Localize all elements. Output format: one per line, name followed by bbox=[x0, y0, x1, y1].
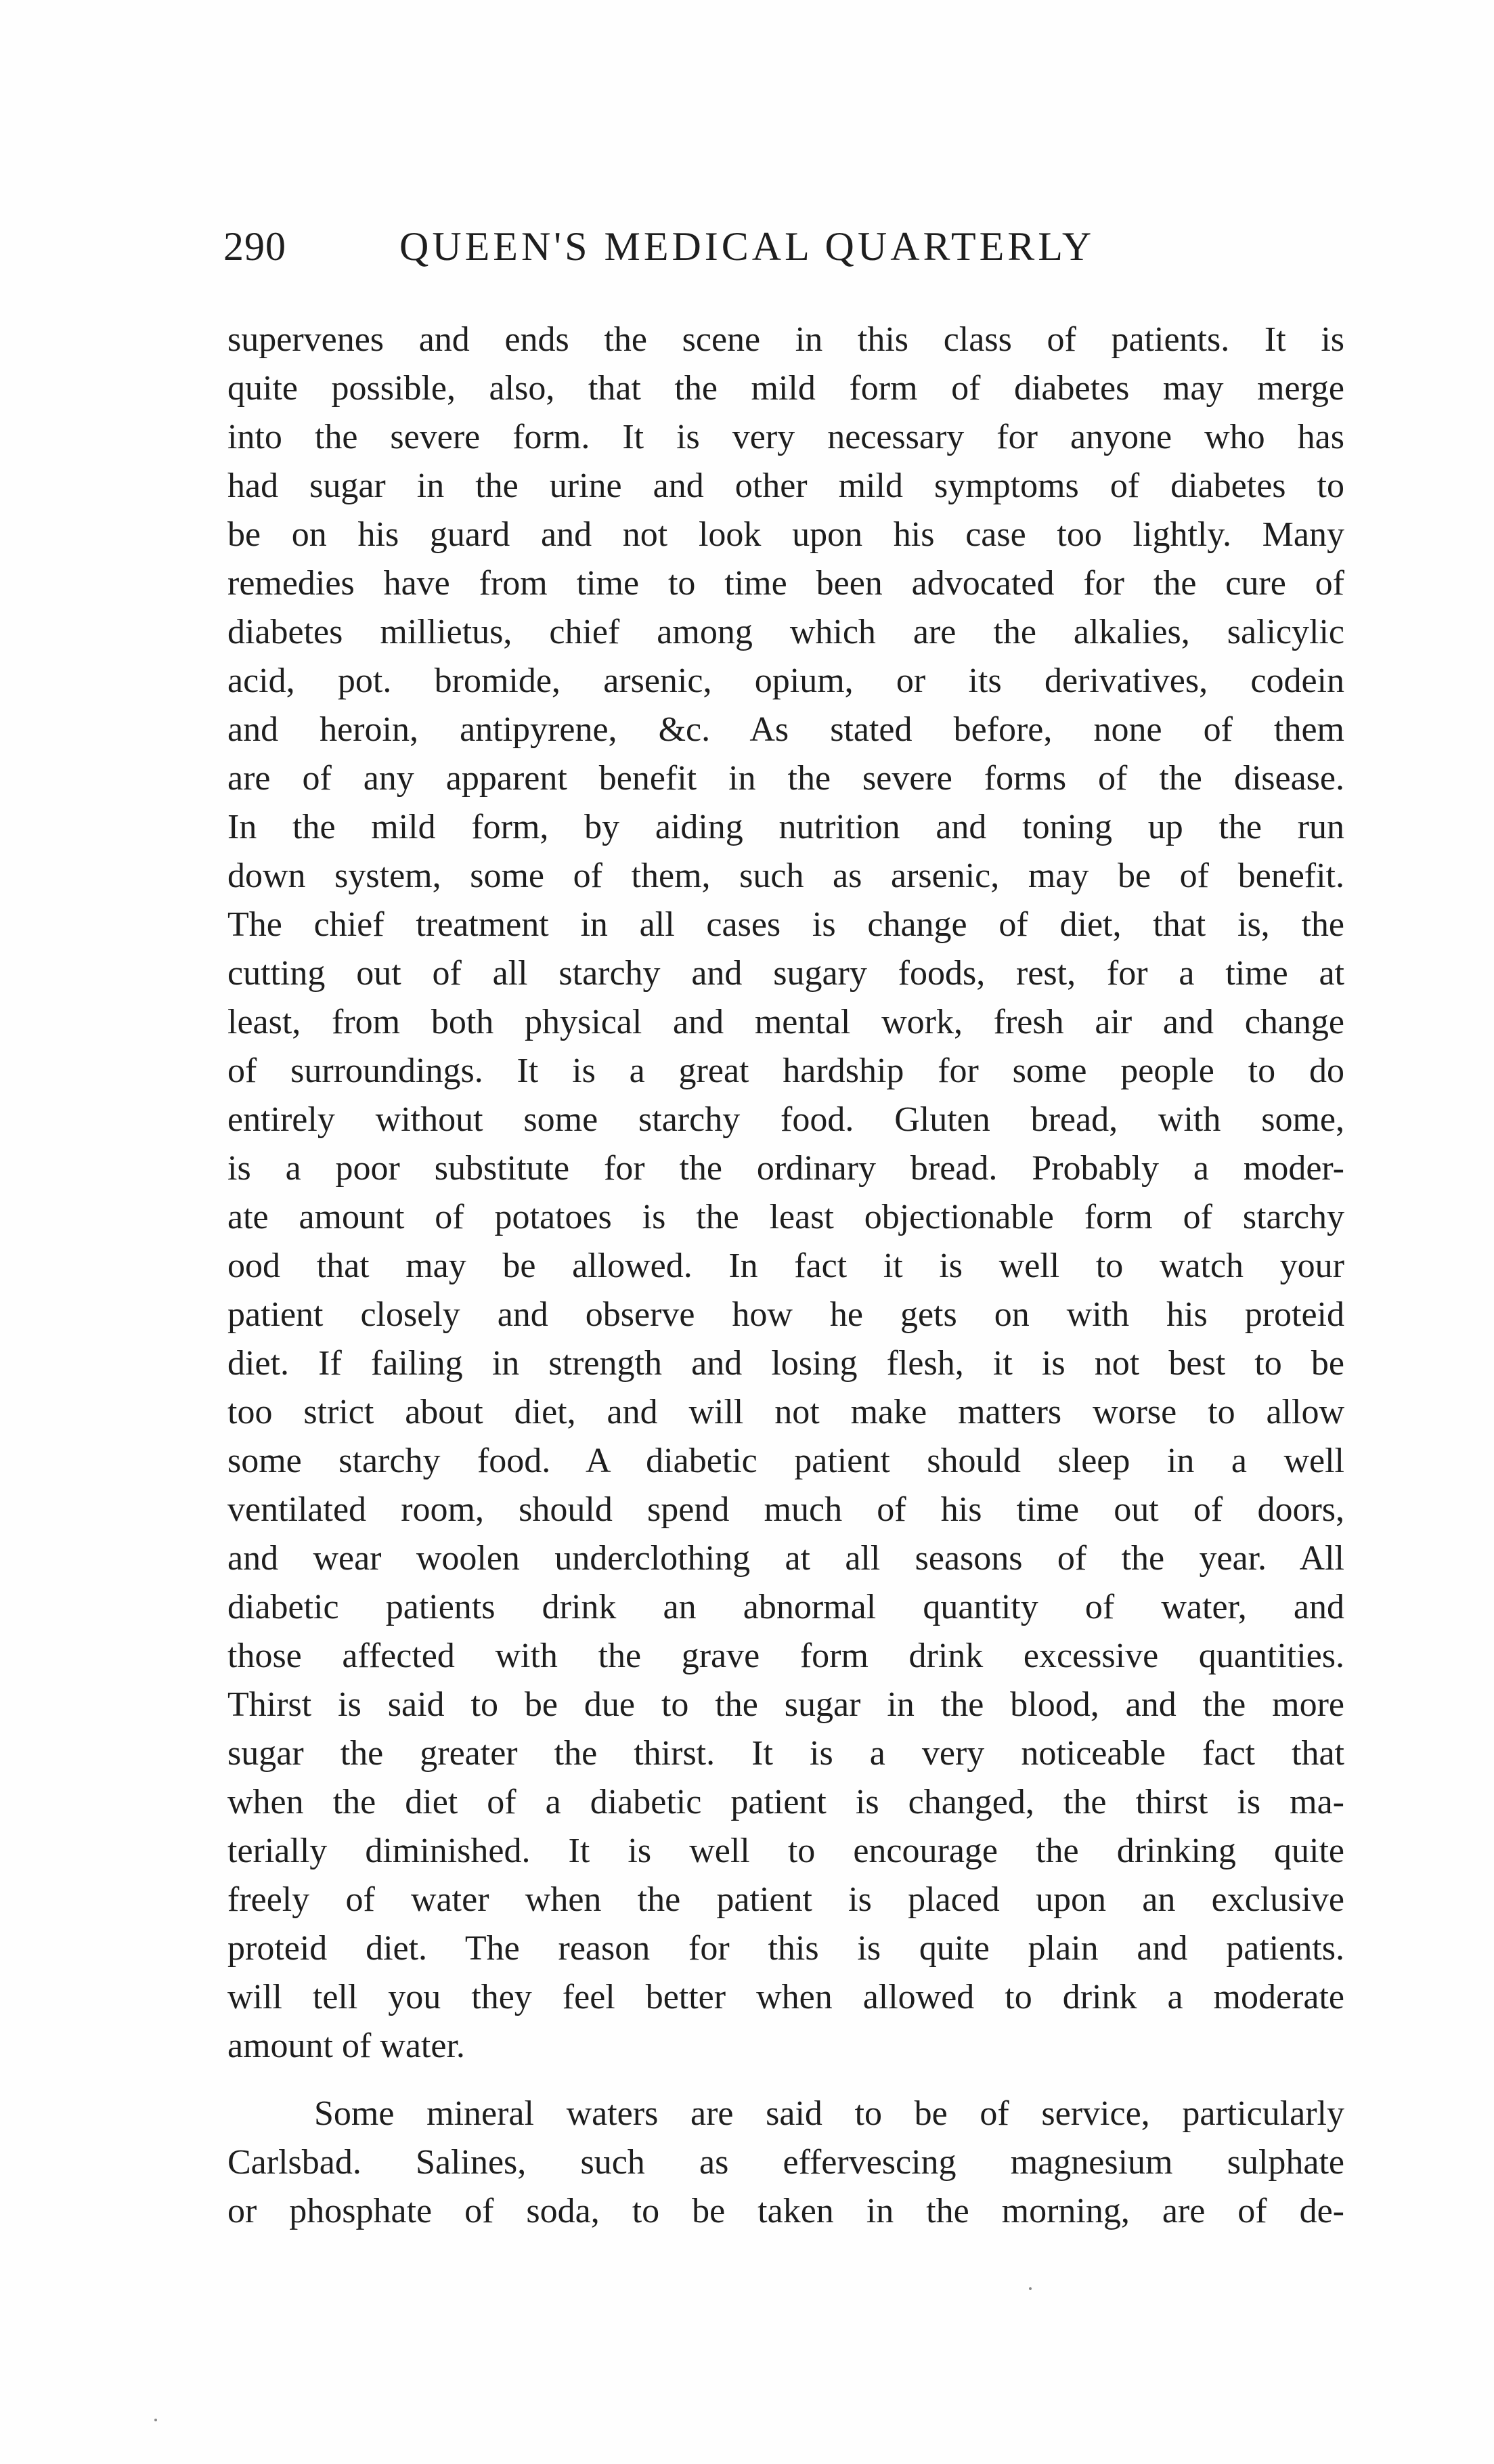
text-line: down system, some of them, such as arsenic, may be of benefit. bbox=[227, 857, 1344, 895]
text-line: diabetic patients drink an abnormal quantity of water, and bbox=[227, 1588, 1344, 1626]
page-number: 290 bbox=[223, 224, 286, 269]
text-line: those affected with the grave form drink excessive quantities. bbox=[227, 1637, 1344, 1675]
text-line: of surroundings. It is a great hardship for some people to do bbox=[227, 1052, 1344, 1090]
text-line: ventilated room, should spend much of his time out of doors, bbox=[227, 1490, 1344, 1529]
text-line: diabetes millietus, chief among which are the alkalies, salicylic bbox=[227, 613, 1344, 651]
text-line: cutting out of all starchy and sugary foods, rest, for a time at bbox=[227, 954, 1344, 993]
text-line: are of any apparent benefit in the severe forms of the disease. bbox=[227, 759, 1344, 798]
text-line: The chief treatment in all cases is change of diet, that is, the bbox=[227, 905, 1344, 944]
text-line: entirely without some starchy food. Gluten bread, with some, bbox=[227, 1100, 1344, 1139]
running-head bbox=[223, 223, 1205, 278]
paragraph bbox=[227, 316, 1344, 2071]
text-line: In the mild form, by aiding nutrition and toning up the run bbox=[227, 808, 1344, 846]
print-speck bbox=[1029, 2287, 1032, 2290]
text-line: had sugar in the urine and other mild symptoms of diabetes to bbox=[227, 467, 1344, 505]
text-line: sugar the greater the thirst. It is a very noticeable fact that bbox=[227, 1734, 1344, 1773]
text-line: ate amount of potatoes is the least objectionable form of starchy bbox=[227, 1198, 1344, 1236]
text-line: quite possible, also, that the mild form of diabetes may merge bbox=[227, 369, 1344, 408]
print-speck bbox=[154, 2419, 157, 2421]
text-line: and wear woolen underclothing at all seasons of the year. All bbox=[227, 1539, 1344, 1578]
paragraph-gap bbox=[227, 2071, 1344, 2090]
text-line: and heroin, antipyrene, &c. As stated before, none of them bbox=[227, 710, 1344, 749]
text-line: terially diminished. It is well to encourage the drinking quite bbox=[227, 1832, 1344, 1870]
text-line: Some mineral waters are said to be of service, particularly bbox=[314, 2094, 1344, 2133]
text-line: some starchy food. A diabetic patient should sleep in a well bbox=[227, 1442, 1344, 1480]
text-line: Thirst is said to be due to the sugar in the blood, and the more bbox=[227, 1685, 1344, 1724]
text-line: freely of water when the patient is placed upon an exclusive bbox=[227, 1880, 1344, 1919]
text-line: diet. If failing in strength and losing flesh, it is not best to be bbox=[227, 1344, 1344, 1383]
body-text bbox=[227, 316, 1344, 2236]
text-line: will tell you they feel better when allowed to drink a moderate bbox=[227, 1978, 1344, 2016]
text-line: proteid diet. The reason for this is quite plain and patients. bbox=[227, 1929, 1344, 1968]
text-line: least, from both physical and mental work, fresh air and change bbox=[227, 1003, 1344, 1041]
text-line: ood that may be allowed. In fact it is well to watch your bbox=[227, 1247, 1344, 1285]
text-line: into the severe form. It is very necessary for anyone who has bbox=[227, 418, 1344, 456]
paragraph bbox=[227, 2090, 1344, 2236]
text-line: is a poor substitute for the ordinary bread. Probably a moder- bbox=[227, 1149, 1344, 1188]
text-line: or phosphate of soda, to be taken in the morning, are of de- bbox=[227, 2192, 1344, 2230]
text-line: acid, pot. bromide, arsenic, opium, or its derivatives, codein bbox=[227, 662, 1344, 700]
text-line: Carlsbad. Salines, such as effervescing magnesium sulphate bbox=[227, 2143, 1344, 2182]
text-line: be on his guard and not look upon his case too lightly. Many bbox=[227, 515, 1344, 554]
text-line: too strict about diet, and will not make matters worse to allow bbox=[227, 1393, 1344, 1431]
text-line: patient closely and observe how he gets on with his proteid bbox=[227, 1295, 1344, 1334]
text-line: amount of water. bbox=[227, 2027, 465, 2065]
journal-title: QUEEN'S MEDICAL QUARTERLY bbox=[399, 224, 1095, 269]
text-line: when the diet of a diabetic patient is changed, the thirst is ma- bbox=[227, 1783, 1344, 1821]
text-line: supervenes and ends the scene in this class of patients. It is bbox=[227, 320, 1344, 359]
text-line: remedies have from time to time been advocated for the cure of bbox=[227, 564, 1344, 603]
